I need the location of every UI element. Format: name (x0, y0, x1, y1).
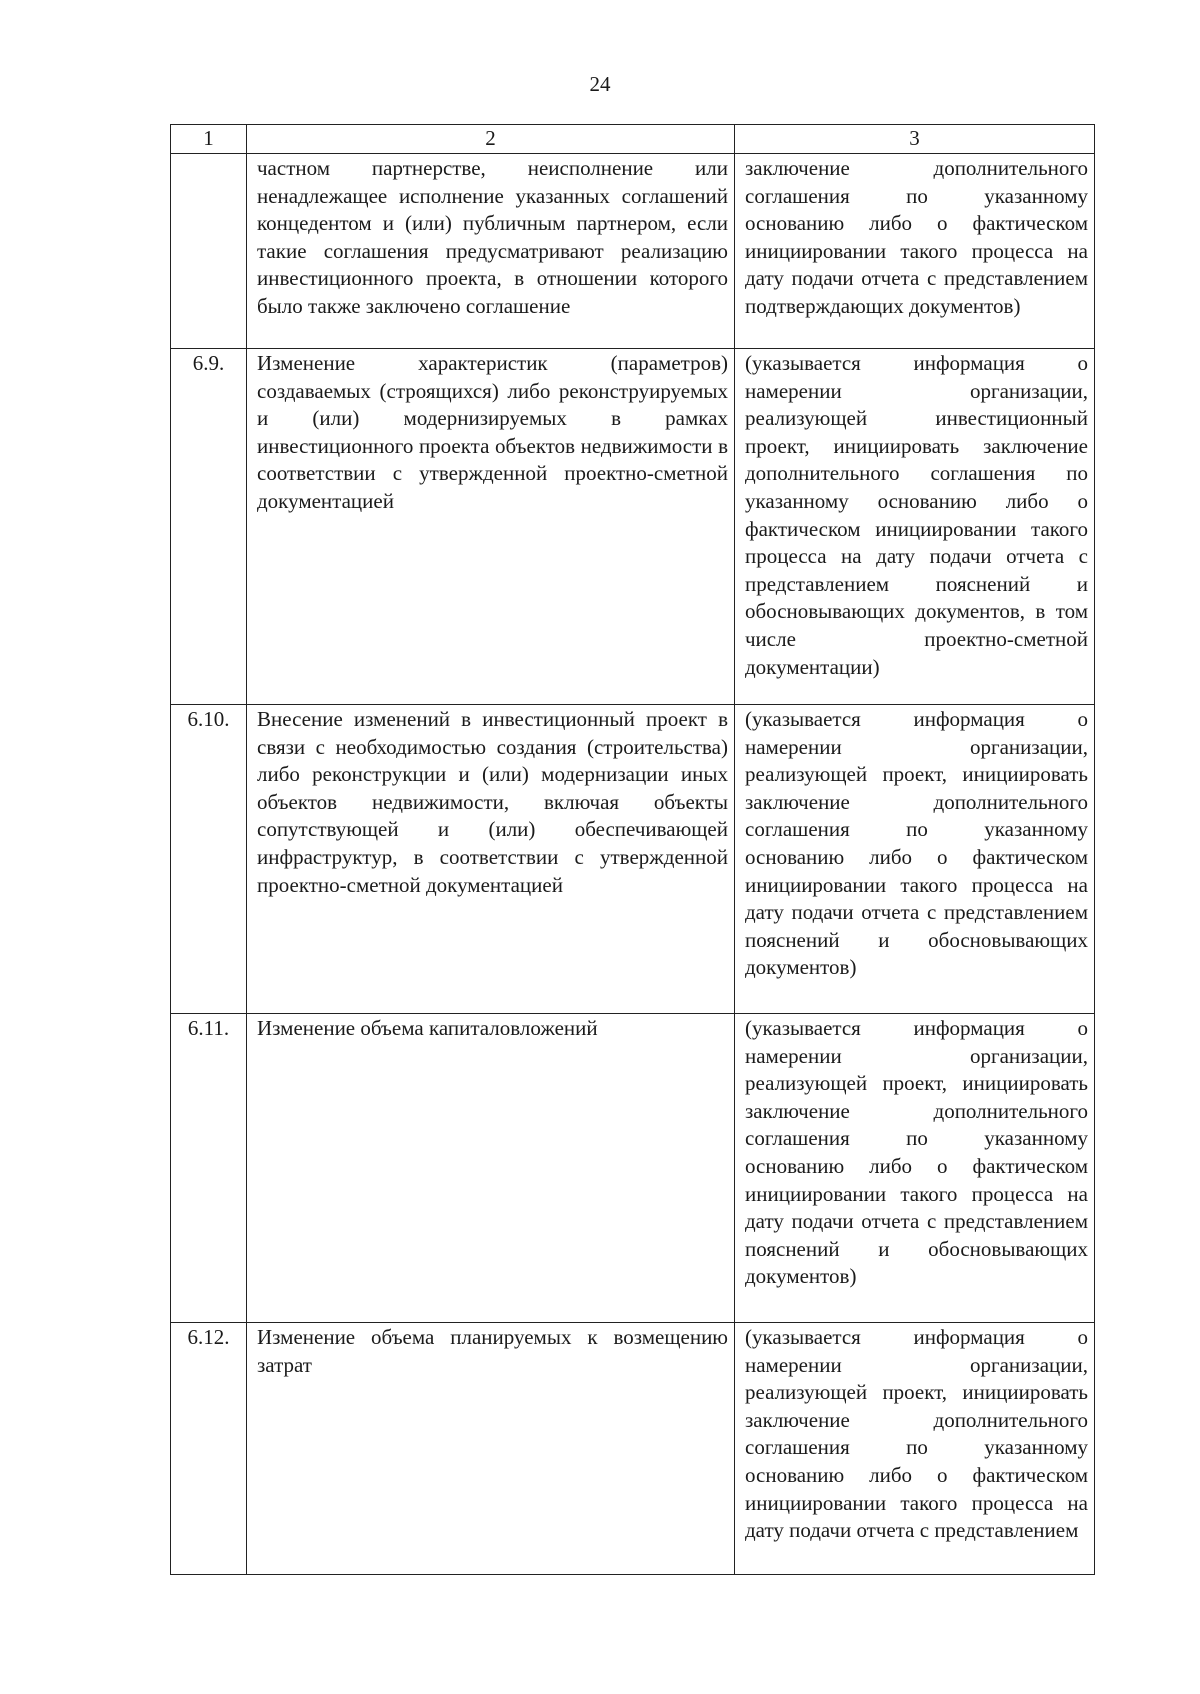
row-info: (указывается информация о намерении организации, реализующей проект, инициировать заключение дополнительного соглашения по указанному основанию либо о фактическом инициировании такого процесса на дату подачи отчета с представлением пояснений и обосновывающих документов) (735, 1014, 1095, 1323)
table-row (171, 1323, 1095, 1575)
row-number: 6.9. (171, 349, 247, 705)
row-info: (указывается информация о намерении организации, реализующей проект, инициировать заключение дополнительного соглашения по указанному основанию либо о фактическом инициировании такого процесса на дату подачи отчета с представлением пояснений и обосновывающих документов) (735, 705, 1095, 1014)
row-info: заключение дополнительного соглашения по указанному основанию либо о фактическом инициировании такого процесса на дату подачи отчета с представлением подтверждающих документов) (735, 154, 1095, 349)
column-header-3: 3 (735, 125, 1095, 154)
row-number: 6.10. (171, 705, 247, 1014)
row-description: Изменение характеристик (параметров) создаваемых (строящихся) либо реконструируемых и (или) модернизируемых в рамках инвестиционного проекта объектов недвижимости в соответствии с утвержденной проектно-сметной документацией (247, 349, 735, 705)
row-info: (указывается информация о намерении организации, реализующей проект, инициировать заключение дополнительного соглашения по указанному основанию либо о фактическом инициировании такого процесса на дату подачи отчета с представлением (735, 1323, 1095, 1575)
page-number: 24 (589, 72, 611, 96)
row-description: Внесение изменений в инвестиционный проект в связи с необходимостью создания (строительства) либо реконструкции и (или) модернизации иных объектов недвижимости, включая объекты сопутствующей и (или) обеспечивающей инфраструктур, в соответствии с утвержденной проектно-сметной документацией (247, 705, 735, 1014)
row-info: (указывается информация о намерении организации, реализующей инвестиционный проект, инициировать заключение дополнительного соглашения по указанному основанию либо о фактическом инициировании такого процесса на дату подачи отчета с представлением пояснений и обосновывающих документов, в том числе проектно-сметной документации) (735, 349, 1095, 705)
table-row (171, 705, 1095, 1014)
table-row (171, 154, 1095, 349)
document-table (170, 124, 1095, 1575)
row-description: Изменение объема планируемых к возмещению затрат (247, 1323, 735, 1575)
row-number (171, 154, 247, 349)
row-description: Изменение объема капиталовложений (247, 1014, 735, 1323)
row-number: 6.12. (171, 1323, 247, 1575)
row-description: частном партнерстве, неисполнение или ненадлежащее исполнение указанных соглашений концедентом и (или) публичным партнером, если такие соглашения предусматривают реализацию инвестиционного проекта, в отношении которого было также заключено соглашение (247, 154, 735, 349)
table-row (171, 349, 1095, 705)
table-header-row (171, 125, 1095, 154)
table-row (171, 1014, 1095, 1323)
column-header-1: 1 (171, 125, 247, 154)
row-number: 6.11. (171, 1014, 247, 1323)
column-header-2: 2 (247, 125, 735, 154)
